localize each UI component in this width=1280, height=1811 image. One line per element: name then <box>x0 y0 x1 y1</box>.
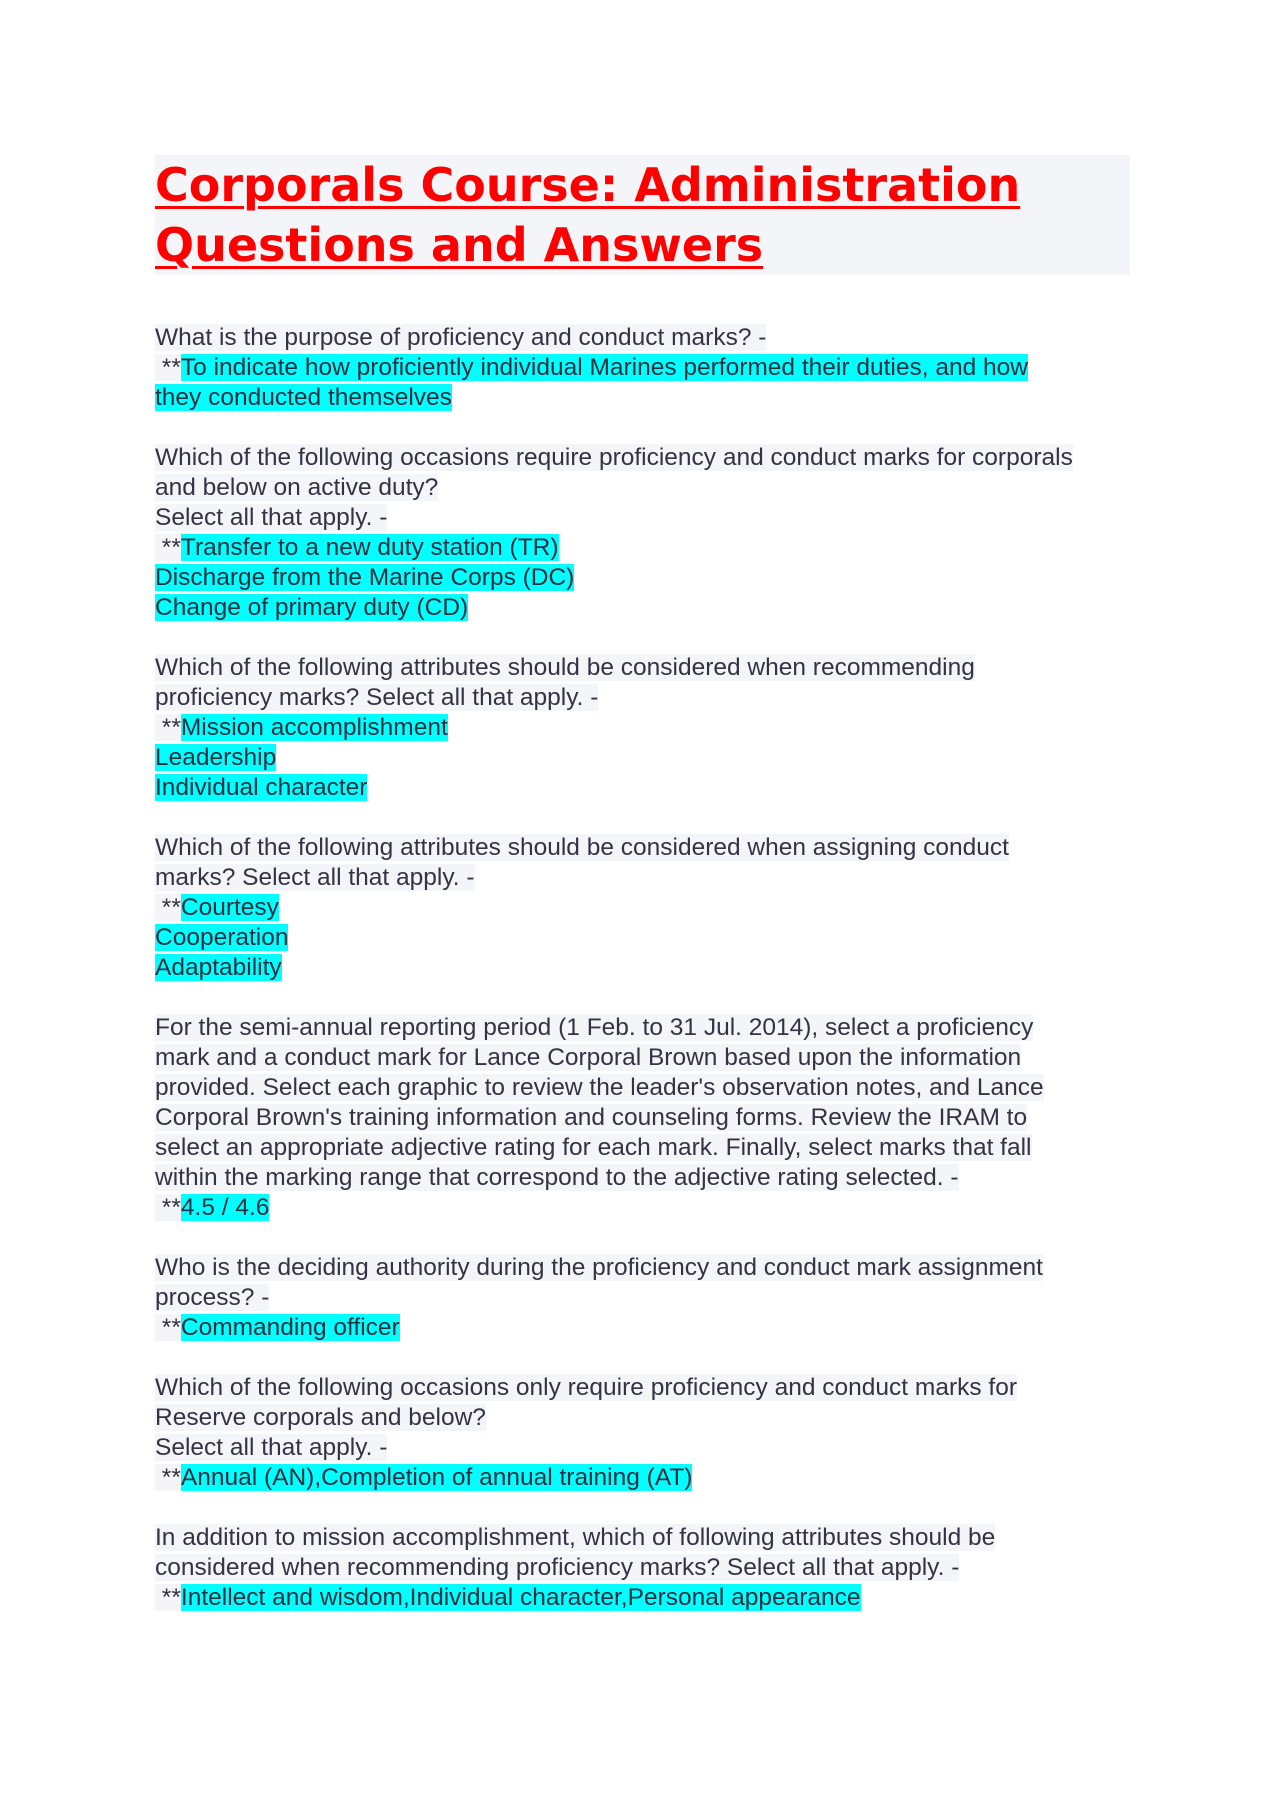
question-text: mark and a conduct mark for Lance Corporal Brown based upon the information <box>155 1044 1022 1071</box>
question-text: provided. Select each graphic to review the leader's observation notes, and Lance <box>155 1074 1044 1101</box>
answer-highlight: Cooperation <box>155 924 289 951</box>
qa-list <box>155 323 1135 1643</box>
answer-prefix: ** <box>155 1194 181 1221</box>
answer-line <box>155 353 1135 383</box>
answer-highlight: Individual character <box>155 774 368 801</box>
question-line <box>155 1163 1135 1193</box>
answer-prefix: ** <box>155 354 181 381</box>
question-text: What is the purpose of proficiency and conduct marks? - <box>155 324 767 351</box>
question-text: Who is the deciding authority during the proficiency and conduct mark assignment <box>155 1254 1043 1281</box>
question-text: In addition to mission accomplishment, which of following attributes should be <box>155 1524 996 1551</box>
answer-line <box>155 923 1135 953</box>
answer-highlight: Courtesy <box>180 894 279 921</box>
question-line <box>155 1433 1135 1463</box>
answer-highlight: Intellect and wisdom,Individual character,Personal appearance <box>180 1584 861 1611</box>
answer-prefix: ** <box>155 714 181 741</box>
question-text: Which of the following occasions only require proficiency and conduct marks for <box>155 1374 1017 1401</box>
answer-prefix: ** <box>155 1314 181 1341</box>
answer-prefix: ** <box>155 1464 181 1491</box>
answer-line <box>155 743 1135 773</box>
document-title <box>155 155 1130 275</box>
answer-line <box>155 1313 1135 1343</box>
question-line <box>155 473 1135 503</box>
answer-line <box>155 593 1135 623</box>
question-text: process? - <box>155 1284 270 1311</box>
answer-line <box>155 953 1135 983</box>
qa-item <box>155 1253 1135 1343</box>
answer-line <box>155 383 1135 413</box>
title-box <box>155 155 1130 275</box>
qa-item <box>155 443 1135 623</box>
question-text: considered when recommending proficiency marks? Select all that apply. - <box>155 1554 960 1581</box>
question-text: For the semi-annual reporting period (1 Feb. to 31 Jul. 2014), select a proficiency <box>155 1014 1034 1041</box>
answer-highlight: Transfer to a new duty station (TR) <box>180 534 559 561</box>
question-text: within the marking range that correspond to the adjective rating selected. - <box>155 1164 959 1191</box>
qa-item <box>155 833 1135 983</box>
question-line <box>155 1403 1135 1433</box>
answer-line <box>155 1583 1135 1613</box>
question-line <box>155 1373 1135 1403</box>
question-line <box>155 503 1135 533</box>
question-line <box>155 863 1135 893</box>
question-line <box>155 1283 1135 1313</box>
answer-prefix: ** <box>155 894 181 921</box>
question-text: Corporal Brown's training information and counseling forms. Review the IRAM to <box>155 1104 1028 1131</box>
question-line <box>155 1043 1135 1073</box>
title-line: Corporals Course: Administration <box>155 158 1021 212</box>
answer-highlight: Annual (AN),Completion of annual training (AT) <box>180 1464 693 1491</box>
qa-item <box>155 1013 1135 1223</box>
answer-highlight: Leadership <box>155 744 277 771</box>
question-line <box>155 653 1135 683</box>
question-line <box>155 1013 1135 1043</box>
qa-item <box>155 1373 1135 1493</box>
answer-prefix: ** <box>155 534 181 561</box>
question-line <box>155 1523 1135 1553</box>
answer-highlight: Commanding officer <box>180 1314 400 1341</box>
question-line <box>155 1073 1135 1103</box>
question-text: Select all that apply. - <box>155 1434 388 1461</box>
answer-line <box>155 713 1135 743</box>
question-line <box>155 1103 1135 1133</box>
qa-item <box>155 1523 1135 1613</box>
question-text: Which of the following attributes should be considered when recommending <box>155 654 975 681</box>
question-text: and below on active duty? <box>155 474 439 501</box>
question-text: Which of the following occasions require proficiency and conduct marks for corporals <box>155 444 1073 471</box>
question-line <box>155 683 1135 713</box>
answer-highlight: Mission accomplishment <box>180 714 448 741</box>
question-text: Which of the following attributes should be considered when assigning conduct <box>155 834 1009 861</box>
answer-line <box>155 1463 1135 1493</box>
question-line <box>155 443 1135 473</box>
question-line <box>155 1133 1135 1163</box>
answer-line <box>155 773 1135 803</box>
question-text: Reserve corporals and below? <box>155 1404 486 1431</box>
question-text: select an appropriate adjective rating for each mark. Finally, select marks that fall <box>155 1134 1032 1161</box>
answer-prefix: ** <box>155 1584 181 1611</box>
answer-line <box>155 563 1135 593</box>
answer-highlight: Change of primary duty (CD) <box>155 594 469 621</box>
answer-highlight: they conducted themselves <box>155 384 452 411</box>
question-line <box>155 833 1135 863</box>
title-line: Questions and Answers <box>155 218 764 272</box>
answer-highlight: To indicate how proficiently individual Marines performed their duties, and how <box>180 354 1028 381</box>
question-line <box>155 1253 1135 1283</box>
answer-line <box>155 533 1135 563</box>
qa-item <box>155 653 1135 803</box>
qa-item <box>155 323 1135 413</box>
question-text: Select all that apply. - <box>155 504 388 531</box>
answer-line <box>155 1193 1135 1223</box>
answer-highlight: Discharge from the Marine Corps (DC) <box>155 564 575 591</box>
answer-line <box>155 893 1135 923</box>
answer-highlight: 4.5 / 4.6 <box>180 1194 270 1221</box>
answer-highlight: Adaptability <box>155 954 282 981</box>
question-text: proficiency marks? Select all that apply. - <box>155 684 599 711</box>
question-text: marks? Select all that apply. - <box>155 864 475 891</box>
question-line <box>155 1553 1135 1583</box>
question-line <box>155 323 1135 353</box>
